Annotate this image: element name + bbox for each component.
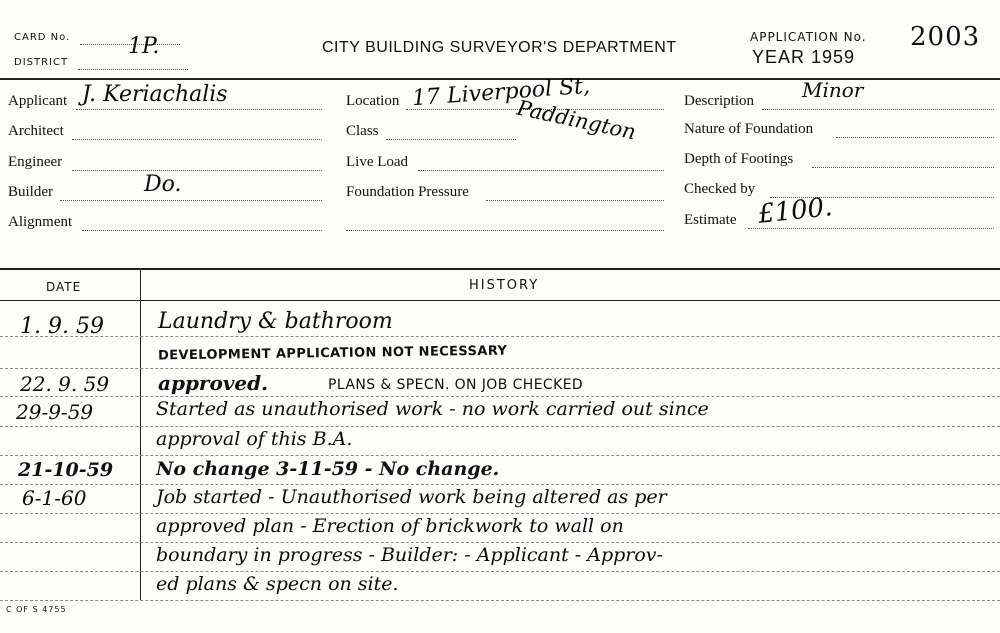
ruled-line <box>0 600 1000 601</box>
depth-of-footings-label: Depth of Footings <box>684 151 794 167</box>
ruled-line <box>0 571 1000 572</box>
description-line <box>762 109 994 110</box>
history-date: 21-10-59 <box>18 459 114 481</box>
ruled-line <box>0 426 1000 427</box>
ruled-line <box>0 542 1000 543</box>
estimate-label: Estimate <box>684 212 737 228</box>
architect-label: Architect <box>8 123 64 139</box>
alignment-label: Alignment <box>8 214 73 230</box>
estimate-line <box>748 228 994 229</box>
checked-by-label: Checked by <box>684 181 756 197</box>
nature-of-foundation-label: Nature of Foundation <box>684 121 814 137</box>
card-no-label: CARD No. <box>14 32 71 43</box>
engineer-label: Engineer <box>8 154 63 170</box>
history-entry: approved. <box>158 371 269 395</box>
live-load-line <box>418 170 664 171</box>
estimate-value: £100. <box>756 192 834 230</box>
ruled-line <box>0 484 1000 485</box>
history-date: 29-9-59 <box>16 400 94 424</box>
year-label: YEAR 1959 <box>752 47 856 67</box>
history-entry: approved plan - Erection of brickwork to wall on <box>156 515 624 537</box>
live-load-label: Live Load <box>346 154 409 170</box>
architect-line <box>72 139 322 140</box>
foundation-pressure-label: Foundation Pressure <box>346 184 469 200</box>
history-entry: ed plans & specn on site. <box>156 573 399 595</box>
form-code: C OF S 4755 <box>6 605 67 614</box>
history-entry: No change 3-11-59 - No change. <box>156 458 500 480</box>
department-title: CITY BUILDING SURVEYOR'S DEPARTMENT <box>322 39 677 56</box>
location-label: Location <box>346 93 400 109</box>
district-line <box>78 69 188 70</box>
class-line <box>386 139 516 140</box>
builder-label: Builder <box>8 184 53 200</box>
date-column-divider <box>140 268 141 600</box>
district-value: 1P. <box>128 34 160 59</box>
application-no-label: APPLICATION No. <box>750 30 867 44</box>
history-header: HISTORY <box>469 278 540 293</box>
class-label: Class <box>346 123 379 139</box>
history-entry: Laundry & bathroom <box>158 309 393 334</box>
history-top-rule <box>0 268 1000 270</box>
description-value: Minor <box>802 78 864 102</box>
blank-line <box>346 230 664 231</box>
history-entry: Started as unauthorised work - no work carried out since <box>156 398 709 420</box>
nature-of-foundation-line <box>836 137 994 138</box>
ruled-line <box>0 513 1000 514</box>
location-value-line1: 17 Liverpool St, <box>411 73 591 112</box>
history-stamp: PLANS & SPECN. ON JOB CHECKED <box>328 377 584 393</box>
application-no: 2003 <box>910 22 981 52</box>
applicant-line <box>76 109 322 110</box>
district-label: DISTRICT <box>14 57 69 68</box>
builder-value: Do. <box>144 172 182 197</box>
engineer-line <box>72 170 322 171</box>
history-date: 1. 9. 59 <box>20 314 104 339</box>
history-stamp: DEVELOPMENT APPLICATION NOT NECESSARY <box>157 343 508 364</box>
ruled-line <box>0 396 1000 397</box>
description-label: Description <box>684 93 754 109</box>
applicant-value: J. Keriachalis <box>82 82 228 107</box>
history-entry: boundary in progress - Builder: - Applicant - Approv- <box>156 544 663 566</box>
history-date: 22. 9. 59 <box>20 372 110 396</box>
alignment-line <box>82 230 322 231</box>
history-header-rule <box>0 300 1000 301</box>
foundation-pressure-line <box>486 200 664 201</box>
history-date: 6-1-60 <box>22 486 87 510</box>
ruled-line <box>0 455 1000 456</box>
applicant-label: Applicant <box>8 93 68 109</box>
history-entry: approval of this B.A. <box>156 428 353 450</box>
ruled-line <box>0 336 1000 337</box>
history-entry: Job started - Unauthorised work being altered as per <box>156 486 667 508</box>
builder-line <box>60 200 322 201</box>
depth-of-footings-line <box>812 167 994 168</box>
date-header: DATE <box>46 280 82 294</box>
location-value-line2: Paddington <box>514 95 639 145</box>
ruled-line <box>0 368 1000 369</box>
